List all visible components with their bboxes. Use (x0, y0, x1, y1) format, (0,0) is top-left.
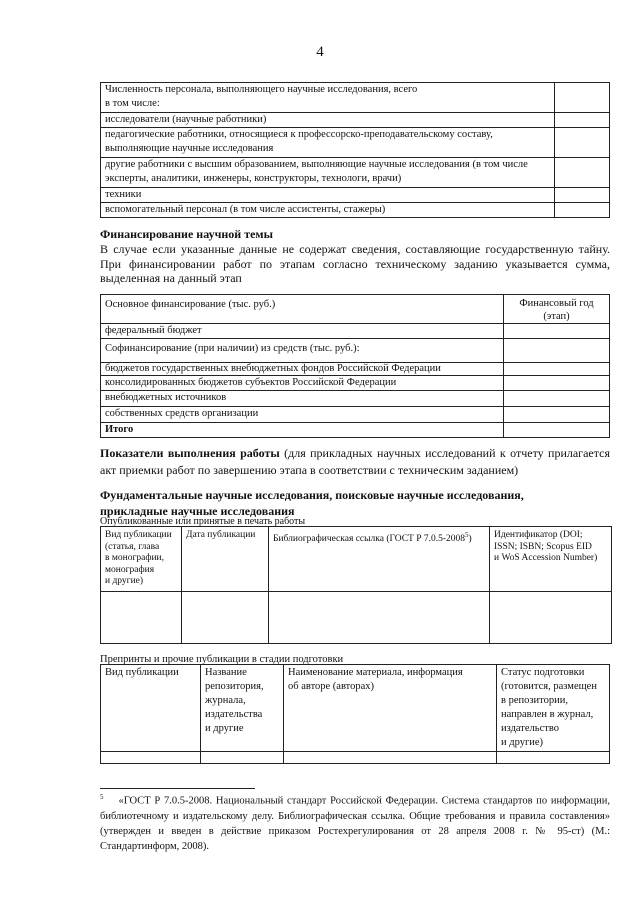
footnote-text: «ГОСТ Р 7.0.5-2008. Национальный стандарт Российской Федерации. Система стандартов по информации, библиотечному и издательскому делу. Библиографическая ссылка. Общие требования и правила составления» (утвержден и введен в действие приказом Ростехрегулирования от 28 апреля 2008 г. № 95-ст) (М.: Стандартинформ, 2008). (100, 795, 610, 852)
pre-header-status: Статус подготовки (готовится, размещен в репозитории, направлен в журнал, издательство и другие) (497, 665, 610, 752)
funding-description: В случае если указанные данные не содержат сведения, составляющие государственную тайну. При финансировании работ по этапам согласно техническому заданию указывается сумма, выделенная на данный этап (100, 242, 610, 285)
funding-row-total: Итого (101, 423, 504, 438)
personnel-row-other: другие работники с высшим образованием, выполняющие научные исследования (в том числе эксперты, аналитики, инженеры, конструкторы, технологи, врачи) (101, 158, 555, 188)
funding-row-extrabudget-funds: бюджетов государственных внебюджетных фондов Российской Федерации (101, 363, 504, 376)
personnel-value-cell[interactable] (555, 158, 610, 188)
footnote-number: 5 (100, 793, 104, 801)
funding-value-cell[interactable] (504, 423, 610, 438)
pre-cell[interactable] (497, 752, 610, 764)
pub-header-date: Дата публикации (182, 527, 269, 592)
pre-cell[interactable] (201, 752, 284, 764)
pub-cell[interactable] (490, 591, 612, 643)
pre-header-material: Наименование материала, информация об авторе (авторах) (284, 665, 497, 752)
personnel-value-cell[interactable] (555, 113, 610, 128)
funding-value-cell[interactable] (504, 407, 610, 423)
personnel-value-cell[interactable] (555, 83, 610, 113)
preprint-caption: Препринты и прочие публикации в стадии подготовки (100, 654, 344, 665)
footnote-separator (100, 788, 255, 789)
personnel-value-cell[interactable] (555, 128, 610, 158)
funding-value-cell[interactable] (504, 363, 610, 376)
personnel-row-support: вспомогательный персонал (в том числе ассистенты, стажеры) (101, 203, 555, 218)
pub-header-type: Вид публикации (статья, глава в монографии, монография и другие) (101, 527, 182, 592)
results-paragraph: Показатели выполнения работы (для прикладных научных исследований к отчету прилагается акт приемки работ по завершению этапа в соответствии с техническим заданием) (100, 446, 610, 477)
results-heading: Показатели выполнения работы (100, 446, 280, 460)
funding-row-cofinancing: Софинансирование (при наличии) из средств (тыс. руб.): (101, 339, 504, 363)
footnote (100, 790, 610, 854)
personnel-row-total: Численность персонала, выполняющего научные исследования, всего в том числе: (101, 83, 555, 113)
funding-value-cell[interactable] (504, 376, 610, 391)
pub-header-reference: Библиографическая ссылка (ГОСТ Р 7.0.5-2008$^5$) (269, 527, 490, 592)
personnel-value-cell[interactable] (555, 188, 610, 203)
funding-row-regional: консолидированных бюджетов субъектов Российской Федерации (101, 376, 504, 391)
funding-value-cell[interactable] (504, 324, 610, 339)
funding-row-own: собственных средств организации (101, 407, 504, 423)
funding-heading: Финансирование научной темы (100, 227, 273, 241)
personnel-row-researchers: исследователи (научные работники) (101, 113, 555, 128)
funding-value-cell[interactable] (504, 391, 610, 407)
funding-value-cell[interactable] (504, 339, 610, 363)
funding-header-main: Основное финансирование (тыс. руб.) (101, 295, 504, 324)
personnel-table (100, 82, 610, 218)
pub-cell[interactable] (101, 591, 182, 643)
pub-cell[interactable] (269, 591, 490, 643)
publications-table (100, 526, 612, 644)
pre-header-type: Вид публикации (101, 665, 201, 752)
pub-header-identifier: Идентификатор (DOI; ISSN; ISBN; Scopus EID и WoS Accession Number) (490, 527, 612, 592)
pre-header-venue: Название репозитория, журнала, издательства и другие (201, 665, 284, 752)
published-caption: Опубликованные или принятые в печать работы (100, 516, 306, 527)
research-heading: Фундаментальные научные исследования, поисковые научные исследования, прикладные научные исследования (100, 488, 524, 518)
funding-table (100, 294, 610, 438)
funding-header-year: Финансовый год (этап) (504, 295, 610, 324)
pub-cell[interactable] (182, 591, 269, 643)
funding-row-nonbudget: внебюджетных источников (101, 391, 504, 407)
preprints-table (100, 664, 610, 764)
personnel-row-teachers: педагогические работники, относящиеся к профессорско-преподавательскому составу, выполняющие научные исследования (101, 128, 555, 158)
funding-row-federal: федеральный бюджет (101, 324, 504, 339)
pre-cell[interactable] (284, 752, 497, 764)
personnel-value-cell[interactable] (555, 203, 610, 218)
pre-cell[interactable] (101, 752, 201, 764)
page-number: 4 (316, 44, 324, 60)
personnel-row-technicians: техники (101, 188, 555, 203)
